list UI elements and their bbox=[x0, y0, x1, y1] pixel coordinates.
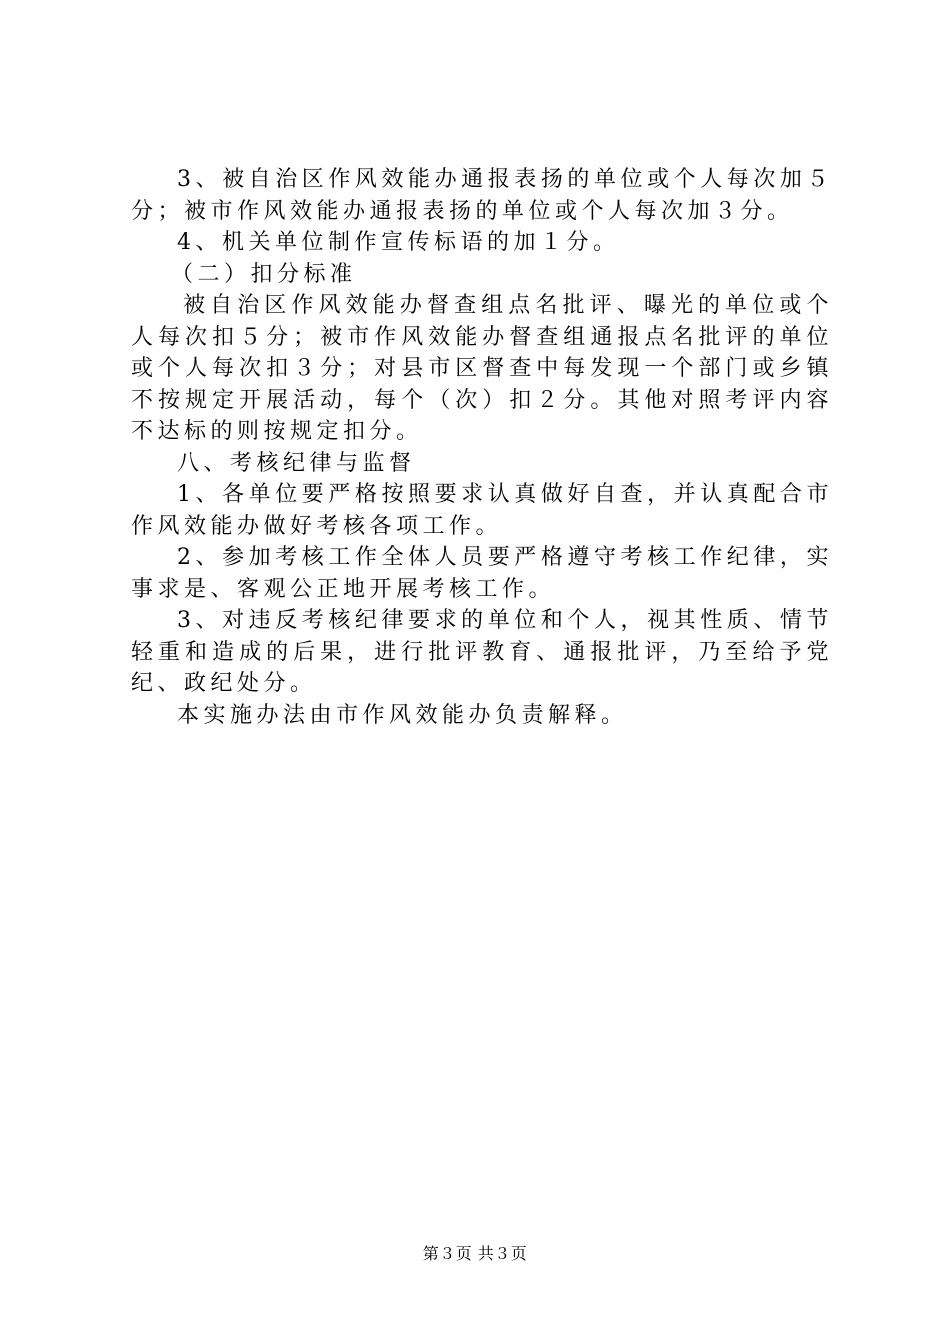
paragraph-self-inspection: 1、各单位要严格按照要求认真做好自查，并认真配合市作风效能办做好考核各项工作。 bbox=[131, 482, 833, 539]
paragraph-interpretation: 本实施办法由市作风效能办负责解释。 bbox=[177, 702, 628, 728]
paragraph-commendation-bonus: 3、被自治区作风效能办通报表扬的单位或个人每次加５分；被市作风效能办通报表扬的单位或个人每次加３分。 bbox=[131, 167, 833, 224]
paragraph-slogan-bonus: 4、机关单位制作宣传标语的加１分。 bbox=[177, 230, 620, 255]
section-heading-deduction-standard: （二）扣分标准 bbox=[171, 261, 357, 287]
paragraph-deduction-rules: 被自治区作风效能办督查组点名批评、曝光的单位或个人每次扣５分；被市作风效能办督查组通报点名批评的单位或个人每次扣３分；对县市区督查中每发现一个部门或乡镇不按规定开展活动，每个（次）扣２分。其他对照考评内容不达标的则按规定扣分。 bbox=[131, 293, 833, 444]
section-heading-discipline-supervision: 八、考核纪律与监督 bbox=[177, 450, 416, 476]
paragraph-violation-penalties: 3、对违反考核纪律要求的单位和个人，视其性质、情节轻重和造成的后果，进行批评教育、通报批评，乃至给予党纪、政纪处分。 bbox=[131, 608, 833, 696]
document-body bbox=[131, 164, 833, 731]
page-number-footer: 第３页 共３页 bbox=[422, 1244, 528, 1263]
paragraph-assessment-discipline: 2、参加考核工作全体人员要严格遵守考核工作纪律，实事求是、客观公正地开展考核工作。 bbox=[131, 545, 833, 602]
